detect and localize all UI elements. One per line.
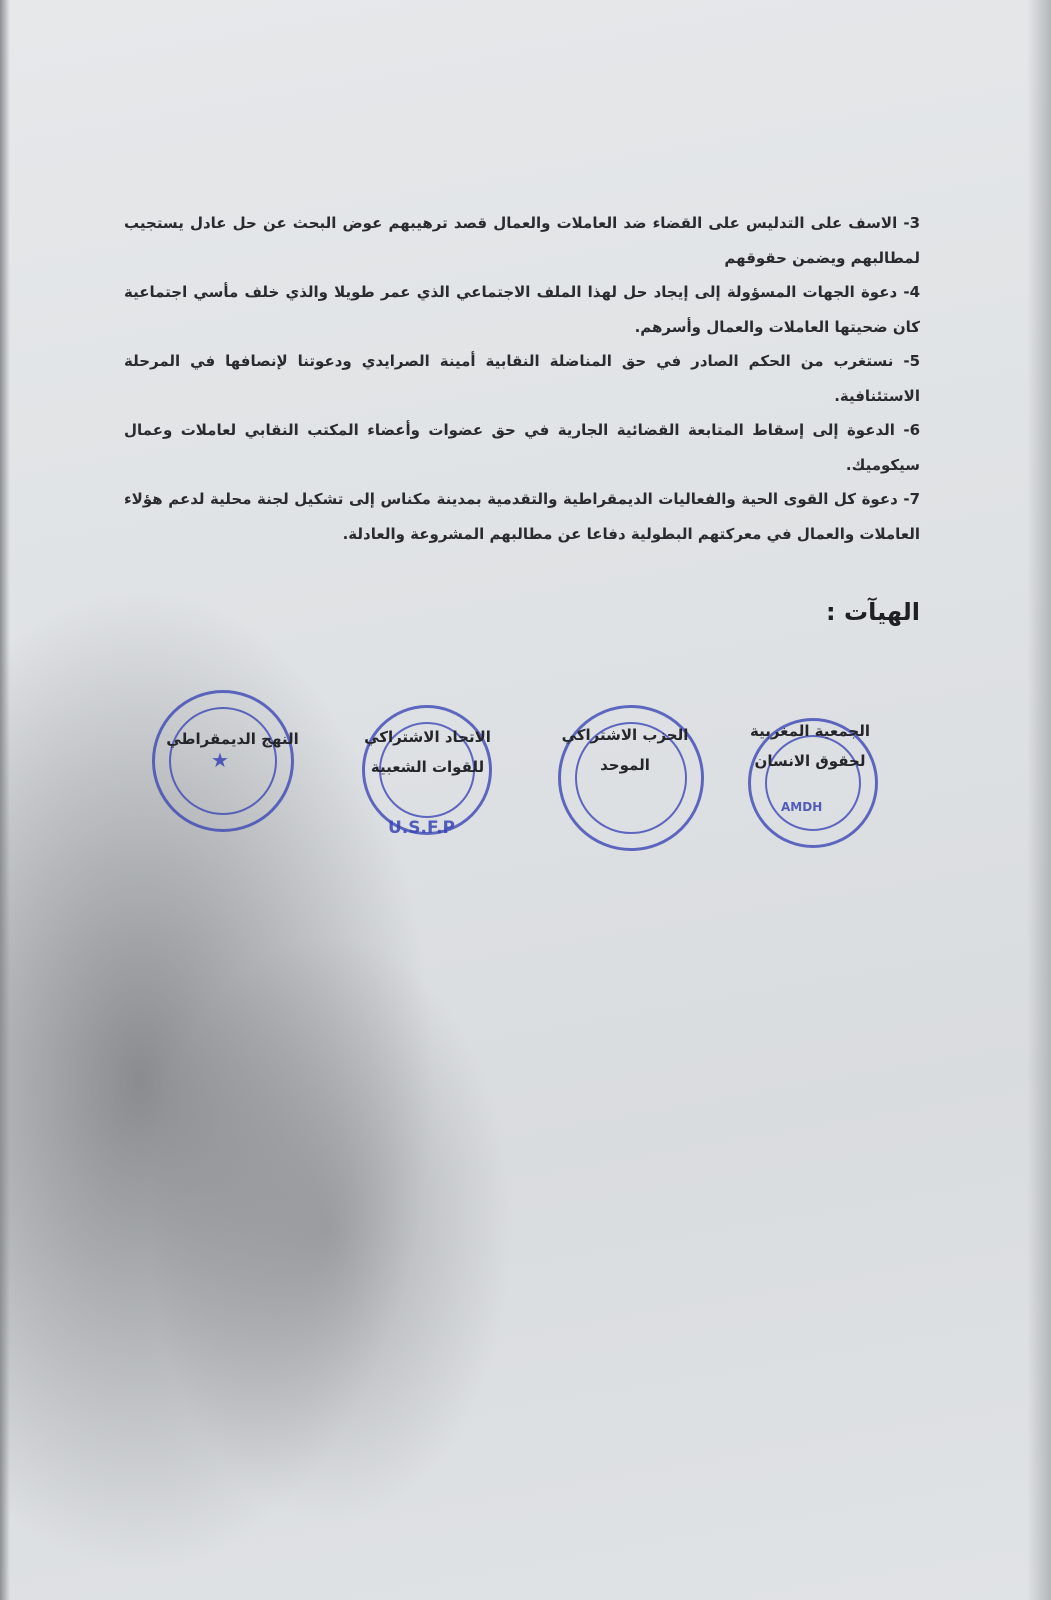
amdh-stamp-text: AMDH (781, 800, 823, 814)
usfp-stamp-text: U.S.F.P (388, 818, 455, 838)
signatory-annahj (150, 724, 315, 754)
signatory-line: الحزب الاشتراكي (561, 726, 689, 744)
demand-item: 4- دعوة الجهات المسؤولة إلى إيجاد حل لهذا الملف الاجتماعي الذي عمر طويلا والذي خلف مأسي اجتماعية كان ضحيتها العاملات والعمال وأسرهم. (124, 283, 920, 336)
signatory-line: الاتحاد الاشتراكي (364, 728, 491, 746)
star-icon: ★ (211, 748, 229, 772)
signatory-amdh (735, 716, 885, 776)
page-edge-shadow-right (1027, 0, 1051, 1600)
demand-item: 3- الاسف على التدليس على القضاء ضد العاملات والعمال قصد ترهيبهم عوض البحث عن حل عادل يستجيب لمطالبهم ويضمن حقوقهم (124, 214, 920, 267)
signatory-line: لحقوق الانسان (754, 752, 866, 770)
signatory-line: الموحد (600, 756, 650, 774)
demand-item: 7- دعوة كل القوى الحية والفعاليات الديمقراطية والتقدمية بمدينة مكناس إلى تشكيل لجنة محلية لدعم هؤلاء العاملات والعمال في معركتهم البطولية دفاعا عن مطالبهم المشروعة والعادلة. (124, 490, 920, 543)
signatory-line: الجمعية المغربية (749, 722, 871, 740)
signatory-psu (540, 720, 710, 780)
demands-list (124, 206, 920, 551)
signatory-line: للقوات الشعبية (370, 758, 485, 776)
signatory-usfp (340, 722, 515, 782)
demand-item: 5- نستغرب من الحكم الصادر في حق المناضلة النقابية أمينة الصرايدي ودعوتنا لإنصافها في المرحلة الاستئنافية. (124, 352, 920, 405)
signatories-heading: الهيآت : (826, 598, 920, 626)
page-edge-shadow-left (0, 0, 10, 1600)
signatory-line: النهج الديمقراطي (166, 730, 299, 748)
demand-item: 6- الدعوة إلى إسقاط المتابعة القضائية الجارية في حق عضوات وأعضاء المكتب النقابي لعاملات وعمال سيكوميك. (124, 421, 920, 474)
